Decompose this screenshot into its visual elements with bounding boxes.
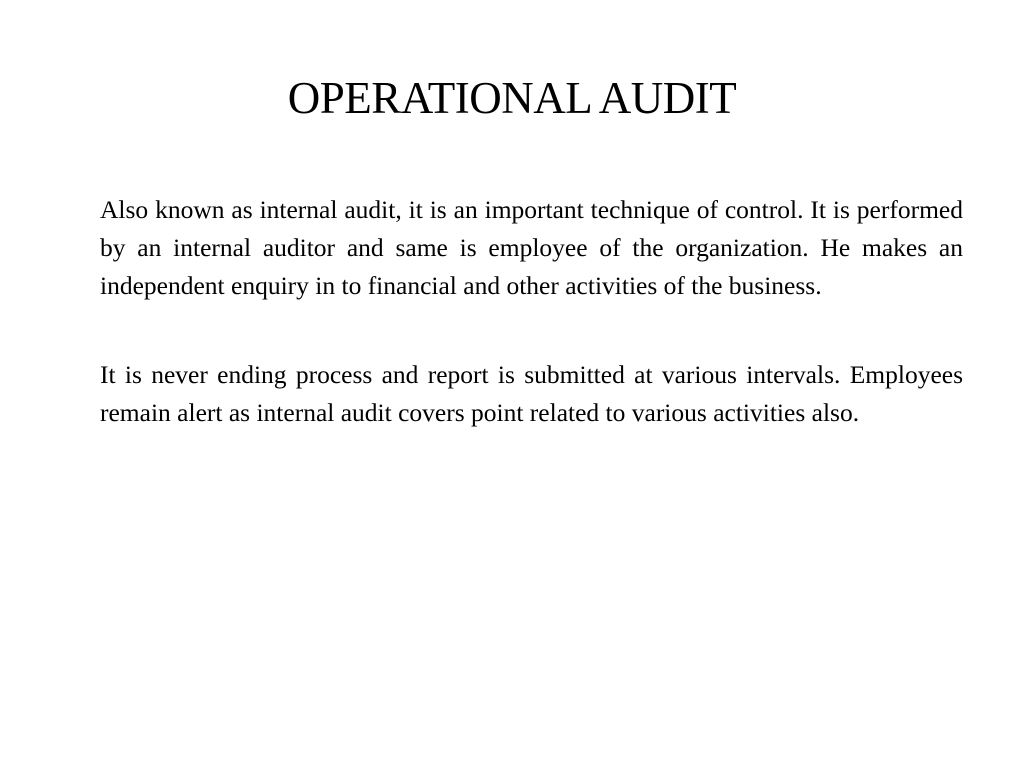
slide-body <box>100 191 963 432</box>
paragraph-never-ending-process: It is never ending process and report is submitted at various intervals. Employees remain alert as internal audit covers point related to various activities also. <box>100 360 963 427</box>
slide-title: OPERATIONAL AUDIT <box>287 73 737 123</box>
paragraph-internal-audit-definition: Also known as internal audit, it is an important technique of control. It is performed by an internal auditor and same is employee of the organization. He makes an independent enquiry in to financial and other activities of the business. <box>100 195 963 300</box>
